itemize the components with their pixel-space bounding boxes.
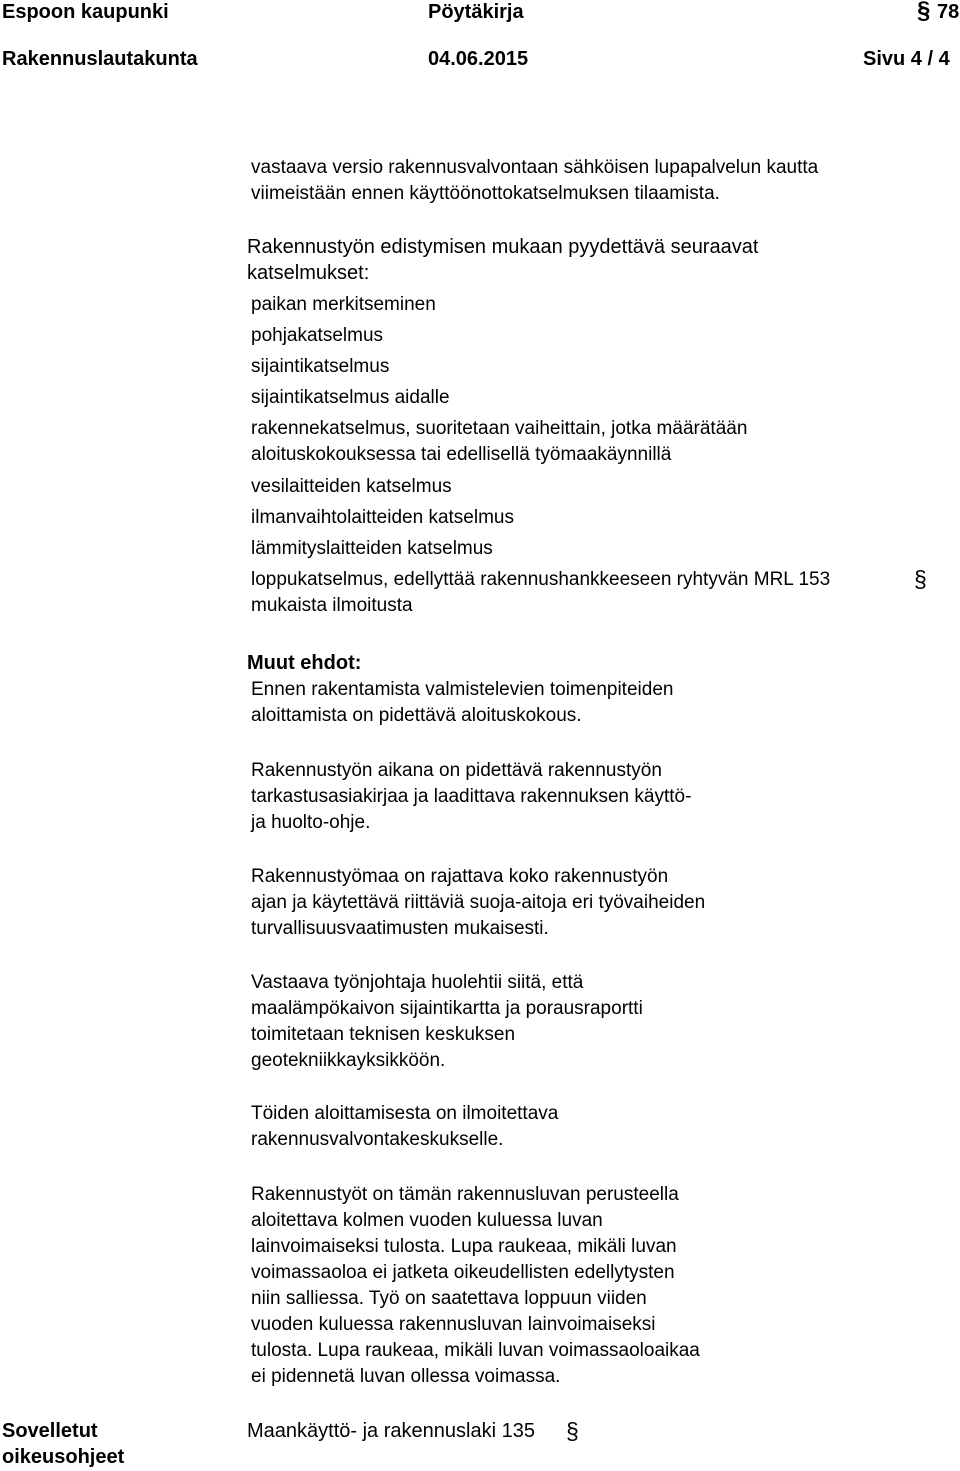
condition-paragraph: Vastaava työnjohtaja huolehtii siitä, että maalämpökaivon sijaintikartta ja porausraportti toimitetaan teknisen keskuksen geotekniikkayksikköön.	[251, 972, 643, 1071]
inspection-item: pohjakatselmus	[251, 325, 384, 346]
inspections-heading: Rakennustyön edistymisen mukaan pyydettävä seuraavat katselmukset:	[247, 236, 759, 284]
section-sign: §	[914, 566, 927, 592]
condition-paragraph: Rakennustyön aikana on pidettävä rakennustyön tarkastusasiakirjaa ja laadittava rakennuksen käyttö- ja huolto-ohje.	[251, 760, 692, 833]
applied-law-text: Maankäyttö- ja rakennuslaki 135	[247, 1420, 535, 1442]
inspection-item: vesilaitteiden katselmus	[251, 476, 452, 497]
condition-paragraph: Rakennustyömaa on rajattava koko rakennustyön ajan ja käytettävä riittäviä suoja-aitoja eri työvaiheiden turvallisuusvaatimusten mukaisesti.	[251, 866, 706, 939]
inspection-item: sijaintikatselmus	[251, 356, 390, 377]
other-conditions-heading: Muut ehdot:	[247, 652, 362, 674]
applied-law-label: Sovelletut oikeusohjeet	[2, 1420, 125, 1468]
section-number: 78	[937, 1, 960, 23]
inspection-item: sijaintikatselmus aidalle	[251, 387, 450, 408]
section-sign: §	[917, 0, 931, 24]
condition-paragraph: Rakennustyöt on tämän rakennusluvan perusteella aloitettava kolmen vuoden kuluessa luvan lainvoimaiseksi tulosta. Lupa raukeaa, mikäli luvan voimassaoloa ei jatketa oikeudellisten edellytysten niin salliessa. Työ on saatettava loppuun viiden vuoden kuluessa rakennusluvan lainvoimaiseksi tulosta. Lupa raukeaa, mikäli luvan voimassaoloaikaa ei pidennetä luvan ollessa voimassa.	[251, 1184, 700, 1387]
condition-paragraph: Ennen rakentamista valmistelevien toimenpiteiden aloittamista on pidettävä aloituskokous.	[251, 679, 674, 726]
inspection-item: loppukatselmus, edellyttää rakennushankkeeseen ryhtyvän MRL 153 mukaista ilmoitusta	[251, 569, 831, 616]
intro-paragraph: vastaava versio rakennusvalvontaan sähköisen lupapalvelun kautta viimeistään ennen käyttöönottokatselmuksen tilaamista.	[251, 157, 819, 204]
section-sign: §	[566, 1418, 579, 1444]
inspection-item: lämmityslaitteiden katselmus	[251, 538, 493, 559]
inspection-item: ilmanvaihtolaitteiden katselmus	[251, 507, 514, 528]
page-number: Sivu 4 / 4	[863, 48, 950, 70]
inspection-item: rakennekatselmus, suoritetaan vaiheittain, jotka määrätään aloituskokouksessa tai edellisellä työmaakäynnillä	[251, 418, 748, 465]
board-name: Rakennuslautakunta	[2, 48, 198, 70]
condition-paragraph: Töiden aloittamisesta on ilmoitettava rakennusvalvontakeskukselle.	[251, 1103, 559, 1150]
document-type: Pöytäkirja	[428, 1, 524, 23]
meeting-date: 04.06.2015	[428, 48, 529, 70]
municipality-name: Espoon kaupunki	[2, 1, 169, 23]
inspection-item: paikan merkitseminen	[251, 294, 436, 315]
